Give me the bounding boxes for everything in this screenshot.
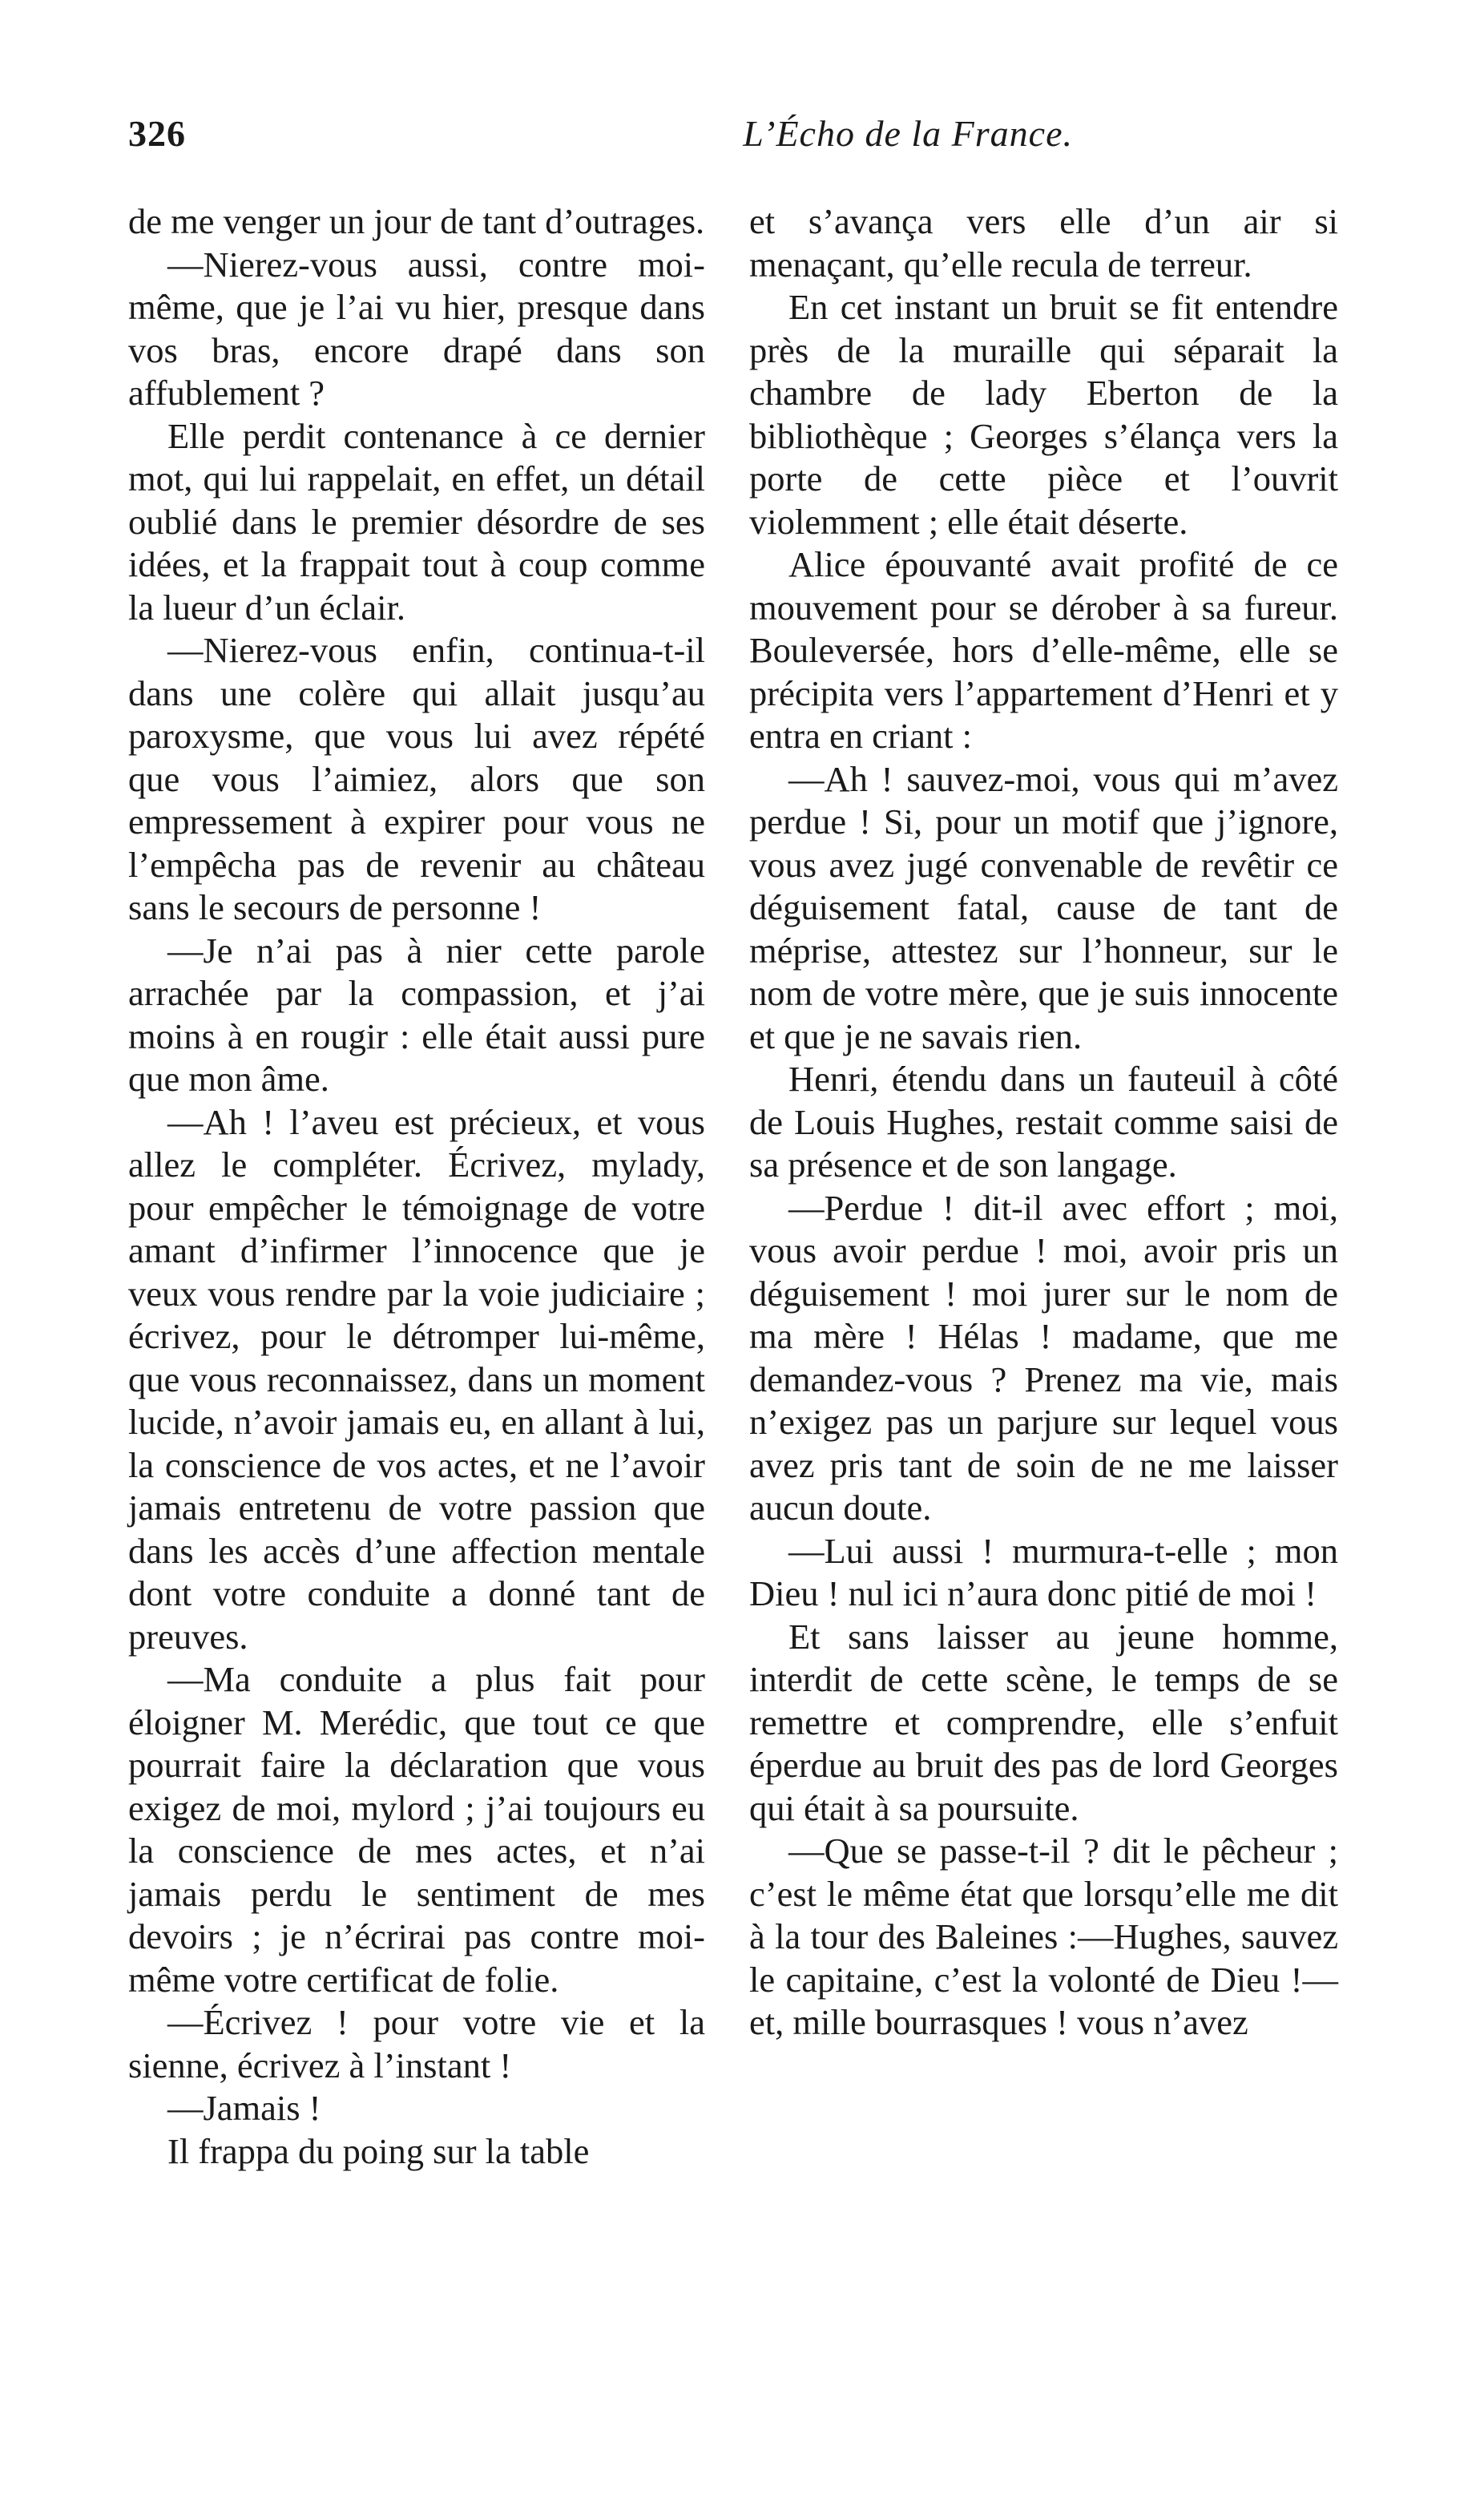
paragraph: —Jamais ! [167, 2088, 321, 2128]
paragraph: —Que se passe-t-il ? dit le pêcheur ; c’est le même état que lorsqu’elle me dit à la tour des Baleines :—Hughes, sauvez le capitaine, c’est la volonté de Dieu !— et, mille bourrasques ! vous n’avez [749, 1831, 1338, 2042]
paragraph: Elle perdit contenance à ce dernier mot, qui lui rappelait, en effet, un détail oublié dans le premier désordre de ses idées, et la frappait tout à coup comme la lueur d’un éclair. [128, 415, 705, 628]
left-column [128, 200, 705, 2173]
paragraph: Et sans laisser au jeune homme, interdit de cette scène, le temps de se remettre et comprendre, elle s’enfuit éperdue au bruit des pas de lord Georges qui était à sa poursuite. [749, 1616, 1338, 1828]
paragraph: —Nierez-vous aussi, contre moi-même, que je l’ai vu hier, presque dans vos bras, encore drapé dans son affublement ? [128, 244, 705, 413]
right-column [749, 200, 1338, 2045]
paragraph: de me venger un jour de tant d’outrages. [128, 201, 705, 241]
paragraph: —Lui aussi ! murmura-t-elle ; mon Dieu ! nul ici n’aura donc pitié de moi ! [749, 1530, 1338, 1613]
paragraph: —Ah ! l’aveu est précieux, et vous allez le compléter. Écrivez, mylady, pour empêcher le témoignage de votre amant d’infirmer l’innocence que je veux vous rendre par la voie judiciaire ; écrivez, pour le détromper lui-même, que vous reconnaissez, dans un moment lucide, n’avoir jamais eu, en allant à lui, la conscience de vos actes, et ne l’avoir jamais entretenu de votre passion que dans les accès d’une affection mentale dont votre conduite a donné tant de preuves. [128, 1101, 705, 1657]
paragraph: —Écrivez ! pour votre vie et la sienne, écrivez à l’instant ! [128, 2002, 705, 2085]
paragraph: —Ma conduite a plus fait pour éloigner M. Merédic, que tout ce que pourrait faire la déclaration que vous exigez de moi, mylord ; j’ai toujours eu la conscience de mes actes, et n’ai jamais perdu le sentiment de mes devoirs ; je n’écrirai pas contre moi-même votre certificat de folie. [128, 1659, 705, 2000]
paragraph: —Nierez-vous enfin, continua-t-il dans une colère qui allait jusqu’au paroxysme, que vous lui avez répété que vous l’aimiez, alors que son empressement à expirer pour vous ne l’empêcha pas de revenir au château sans le secours de personne ! [128, 630, 705, 927]
page-number: 326 [128, 113, 186, 154]
paragraph: —Perdue ! dit-il avec effort ; moi, vous avoir perdue ! moi, avoir pris un déguisement ! moi jurer sur le nom de ma mère ! Hélas ! madame, que me demandez-vous ? Prenez ma vie, mais n’exigez pas un parjure sur lequel vous avez pris tant de soin de ne me laisser aucun doute. [749, 1187, 1338, 1528]
paragraph: —Ah ! sauvez-moi, vous qui m’avez perdue ! Si, pour un motif que j’ignore, vous avez jugé convenable de revêtir ce déguisement fatal, cause de tant de méprise, attestez sur l’honneur, sur le nom de votre mère, que je suis innocente et que je ne savais rien. [749, 758, 1338, 1056]
running-title: L’Écho de la France. [743, 113, 1073, 154]
paragraph: et s’avança vers elle d’un air si menaçant, qu’elle recula de terreur. [749, 201, 1338, 285]
paragraph: Henri, étendu dans un fauteuil à côté de Louis Hughes, restait comme saisi de sa présence et de son langage. [749, 1059, 1338, 1185]
paragraph: —Je n’ai pas à nier cette parole arrachée par la compassion, et j’ai moins à en rougir : elle était aussi pure que mon âme. [128, 930, 705, 1099]
paragraph: En cet instant un bruit se fit entendre près de la muraille qui séparait la chambre de lady Eberton de la bibliothèque ; Georges s’élança vers la porte de cette pièce et l’ouvrit violemment ; elle était déserte. [749, 287, 1338, 542]
paragraph: Il frappa du poing sur la table [167, 2130, 590, 2171]
paragraph: Alice épouvanté avait profité de ce mouvement pour se dérober à sa fureur. Bouleversée, hors d’elle-même, elle se précipita vers l’appartement d’Henri et y entra en criant : [749, 544, 1338, 756]
page-header [128, 112, 1346, 176]
